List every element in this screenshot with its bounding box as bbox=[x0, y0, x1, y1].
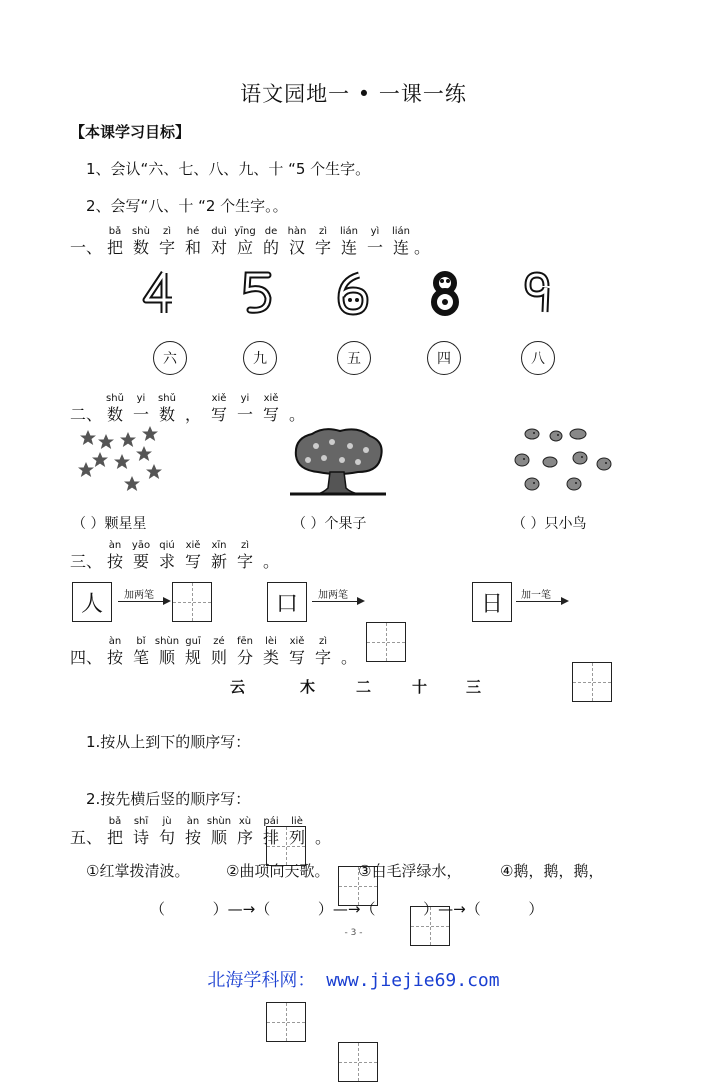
pinyin-text bbox=[310, 816, 336, 828]
pinyin-word bbox=[258, 816, 284, 848]
section-1-heading bbox=[70, 226, 430, 258]
pinyin-word bbox=[336, 636, 362, 668]
base-char-1: 人 bbox=[72, 582, 112, 622]
digit-4-image bbox=[142, 270, 178, 316]
pinyin-text: shùn bbox=[154, 636, 180, 647]
hanzi-text: 字 bbox=[236, 552, 253, 571]
pinyin-word bbox=[284, 393, 310, 425]
hanzi-text: 新 bbox=[210, 552, 227, 571]
hanzi-text: 字 bbox=[314, 648, 331, 667]
poem-line-1: ①红掌拨清波。 bbox=[86, 862, 190, 880]
section-5-heading bbox=[70, 816, 336, 848]
pinyin-text: zì bbox=[162, 226, 172, 237]
pinyin-text: yīng bbox=[234, 226, 256, 237]
order-rule-1: 1.按从上到下的顺序写： bbox=[86, 733, 251, 751]
hanzi-text: 把 bbox=[106, 238, 123, 257]
pinyin-text: xiě bbox=[211, 393, 227, 404]
pinyin-text: bǎ bbox=[108, 226, 122, 237]
pinyin-word bbox=[232, 540, 258, 572]
stroke-char-5: 三 bbox=[466, 678, 482, 696]
char-circle-5[interactable]: 八 bbox=[521, 341, 555, 375]
pinyin-word bbox=[232, 393, 258, 425]
pinyin-text: duì bbox=[211, 226, 227, 237]
pinyin-text: shù bbox=[132, 226, 150, 237]
section-1-prefix: 一、 bbox=[70, 238, 103, 257]
hanzi-text: 一 bbox=[132, 405, 149, 424]
stars-image bbox=[76, 426, 176, 502]
order-grid-2b[interactable] bbox=[338, 1042, 378, 1082]
pinyin-word bbox=[154, 393, 180, 425]
pinyin-word bbox=[128, 226, 154, 258]
pinyin-text: pái bbox=[263, 816, 279, 827]
pinyin-text bbox=[180, 393, 206, 405]
digit-8-image bbox=[427, 270, 463, 316]
hanzi-text: 一 bbox=[366, 238, 383, 257]
order-grid-2a[interactable] bbox=[266, 1002, 306, 1042]
hanzi-text: 排 bbox=[262, 828, 279, 847]
hanzi-text: 一 bbox=[236, 405, 253, 424]
section-2-prefix: 二、 bbox=[70, 405, 103, 424]
blank-stars[interactable]: （ ）颗星星 bbox=[72, 516, 147, 532]
pinyin-text: zé bbox=[213, 636, 225, 647]
pinyin-text: bǎ bbox=[108, 816, 122, 827]
pinyin-word bbox=[310, 636, 336, 668]
section-3-prefix: 三、 bbox=[70, 552, 103, 571]
pinyin-text: xiě bbox=[289, 636, 305, 647]
poem-line-3: ③白毛浮绿水， bbox=[358, 862, 462, 880]
arrow-3-head-icon bbox=[561, 597, 569, 605]
order-answer-blanks[interactable]: （ ）—→（ ）—→（ ）—→（ ） bbox=[150, 900, 544, 918]
char-circle-4[interactable]: 四 bbox=[427, 341, 461, 375]
hanzi-text: 写 bbox=[184, 552, 201, 571]
pinyin-word bbox=[102, 636, 128, 668]
pinyin-word bbox=[232, 816, 258, 848]
pinyin-text: hé bbox=[186, 226, 200, 237]
pinyin-word bbox=[128, 393, 154, 425]
pinyin-word bbox=[154, 816, 180, 848]
pinyin-word bbox=[206, 816, 232, 848]
pinyin-text: lèi bbox=[265, 636, 277, 647]
pinyin-word bbox=[258, 540, 284, 572]
stroke-char-3: 二 bbox=[356, 678, 372, 696]
section-4-prefix: 四、 bbox=[70, 648, 103, 667]
pinyin-text: fēn bbox=[236, 636, 253, 647]
pinyin-text: jù bbox=[162, 816, 172, 827]
pinyin-text: xiě bbox=[185, 540, 201, 551]
pinyin-word bbox=[284, 226, 310, 258]
pinyin-word bbox=[258, 226, 284, 258]
pinyin-word bbox=[154, 226, 180, 258]
pinyin-word bbox=[336, 226, 362, 258]
digit-6-image bbox=[333, 270, 373, 316]
pinyin-text: yì bbox=[370, 226, 380, 237]
pinyin-word bbox=[154, 540, 180, 572]
char-circle-3[interactable]: 五 bbox=[337, 341, 371, 375]
section-2-heading bbox=[70, 393, 310, 425]
arrow-2-head-icon bbox=[357, 597, 365, 605]
section-5-prefix: 五、 bbox=[70, 828, 103, 847]
pinyin-text: yāo bbox=[131, 540, 151, 551]
poem-line-2: ②曲项向天歌。 bbox=[226, 862, 330, 880]
pinyin-word bbox=[180, 540, 206, 572]
pinyin-word bbox=[310, 226, 336, 258]
rule-label-3: 加一笔 bbox=[521, 590, 551, 601]
pinyin-text: zì bbox=[318, 636, 328, 647]
fruit-tree-image bbox=[288, 426, 388, 502]
page-title: 语文园地一 • 一课一练 bbox=[240, 82, 467, 106]
pinyin-word bbox=[180, 226, 206, 258]
pinyin-word bbox=[102, 540, 128, 572]
base-char-3: 日 bbox=[472, 582, 512, 622]
write-grid-1[interactable] bbox=[172, 582, 212, 622]
pinyin-text: àn bbox=[186, 816, 200, 827]
hanzi-text: 。 bbox=[340, 648, 357, 667]
pinyin-word bbox=[206, 540, 232, 572]
pinyin-word bbox=[284, 816, 310, 848]
hanzi-text: 。 bbox=[314, 828, 331, 847]
hanzi-text: 应 bbox=[236, 238, 253, 257]
hanzi-text: 。 bbox=[262, 552, 279, 571]
pinyin-text: lián bbox=[339, 226, 359, 237]
hanzi-text: 按 bbox=[184, 828, 201, 847]
pinyin-word bbox=[232, 226, 258, 258]
hanzi-text: 写 bbox=[288, 648, 305, 667]
hanzi-text: 连 bbox=[392, 238, 409, 257]
hanzi-text: 求 bbox=[158, 552, 175, 571]
hanzi-text: 数 bbox=[132, 238, 149, 257]
hanzi-text: 规 bbox=[184, 648, 201, 667]
pinyin-word bbox=[284, 636, 310, 668]
hanzi-text: 写 bbox=[262, 405, 279, 424]
hanzi-text: 则 bbox=[210, 648, 227, 667]
digit-9-image bbox=[520, 270, 556, 316]
hanzi-text: 数 bbox=[106, 405, 123, 424]
pinyin-text bbox=[284, 393, 310, 405]
section-1-tail: 。 bbox=[414, 238, 431, 257]
hanzi-text: 顺 bbox=[158, 648, 175, 667]
stroke-char-4: 十 bbox=[412, 678, 428, 696]
order-rule-2: 2.按先横后竖的顺序写： bbox=[86, 790, 251, 808]
hanzi-text: 按 bbox=[106, 552, 123, 571]
pinyin-text: àn bbox=[108, 636, 122, 647]
hanzi-text: 字 bbox=[314, 238, 331, 257]
pinyin-text: xiě bbox=[263, 393, 279, 404]
pinyin-text: shǔ bbox=[106, 393, 124, 404]
base-char-2: 口 bbox=[267, 582, 307, 622]
pinyin-word bbox=[362, 226, 388, 258]
pinyin-text: liè bbox=[291, 816, 303, 827]
hanzi-text: 对 bbox=[210, 238, 227, 257]
pinyin-text: àn bbox=[108, 540, 122, 551]
hanzi-text: 的 bbox=[262, 238, 279, 257]
hanzi-text: 写 bbox=[210, 405, 227, 424]
hanzi-text: ， bbox=[184, 405, 201, 424]
hanzi-text: 诗 bbox=[132, 828, 149, 847]
pinyin-text: yi bbox=[240, 393, 250, 404]
arrow-1-head-icon bbox=[163, 597, 171, 605]
section-4-heading bbox=[70, 636, 362, 668]
poem-line-4: ④鹅，鹅，鹅， bbox=[500, 862, 604, 880]
arrow-2-line bbox=[312, 601, 358, 602]
goals-heading: 【本课学习目标】 bbox=[70, 123, 191, 141]
arrow-3-line bbox=[516, 601, 562, 602]
pinyin-word bbox=[180, 816, 206, 848]
goal-item-2: 2、会写“八、十 “2 个生字。。 bbox=[86, 197, 288, 215]
pinyin-text: yi bbox=[136, 393, 146, 404]
hanzi-text: 分 bbox=[236, 648, 253, 667]
footer-watermark: 北海学科网： www.jiejie69.com bbox=[207, 970, 500, 991]
hanzi-text: 按 bbox=[106, 648, 123, 667]
pinyin-word bbox=[310, 816, 336, 848]
pinyin-word bbox=[180, 393, 206, 425]
hanzi-text: 列 bbox=[288, 828, 305, 847]
pinyin-text: hàn bbox=[287, 226, 307, 237]
char-circle-1[interactable]: 六 bbox=[153, 341, 187, 375]
pinyin-text: shī bbox=[133, 816, 149, 827]
pinyin-text: shǔ bbox=[158, 393, 176, 404]
hanzi-text: 把 bbox=[106, 828, 123, 847]
rule-label-1: 加两笔 bbox=[124, 590, 154, 601]
hanzi-text: 序 bbox=[236, 828, 253, 847]
hanzi-text: 和 bbox=[184, 238, 201, 257]
hanzi-text: 汉 bbox=[288, 238, 305, 257]
hanzi-text: 笔 bbox=[132, 648, 149, 667]
pinyin-text: qiú bbox=[159, 540, 175, 551]
hanzi-text: 类 bbox=[262, 648, 279, 667]
blank-birds[interactable]: （ ）只小鸟 bbox=[512, 516, 587, 532]
pinyin-text: xīn bbox=[211, 540, 227, 551]
hanzi-text: 。 bbox=[288, 405, 305, 424]
pinyin-text: bǐ bbox=[136, 636, 146, 647]
blank-fruits[interactable]: （ ）个果子 bbox=[292, 516, 367, 532]
hanzi-text: 要 bbox=[132, 552, 149, 571]
write-grid-2[interactable] bbox=[366, 622, 406, 662]
pinyin-word bbox=[206, 636, 232, 668]
pinyin-text: zì bbox=[240, 540, 250, 551]
pinyin-word bbox=[102, 226, 128, 258]
hanzi-text: 句 bbox=[158, 828, 175, 847]
pinyin-text bbox=[258, 540, 284, 552]
section-3-heading bbox=[70, 540, 284, 572]
pinyin-word bbox=[206, 226, 232, 258]
stroke-char-1: 云 bbox=[230, 678, 246, 696]
rule-label-2: 加两笔 bbox=[318, 590, 348, 601]
pinyin-word bbox=[388, 226, 414, 258]
arrow-1-line bbox=[118, 601, 164, 602]
char-circle-2[interactable]: 九 bbox=[243, 341, 277, 375]
pinyin-word bbox=[128, 540, 154, 572]
pinyin-text bbox=[336, 636, 362, 648]
birds-image bbox=[510, 424, 616, 504]
pinyin-text: de bbox=[264, 226, 278, 237]
pinyin-word bbox=[128, 636, 154, 668]
pinyin-text: zì bbox=[318, 226, 328, 237]
hanzi-text: 字 bbox=[158, 238, 175, 257]
pinyin-word bbox=[128, 816, 154, 848]
stroke-char-2: 木 bbox=[300, 678, 316, 696]
pinyin-word bbox=[102, 393, 128, 425]
pinyin-word bbox=[258, 636, 284, 668]
page-number: - 3 - bbox=[344, 928, 363, 938]
pinyin-text: xù bbox=[238, 816, 252, 827]
goal-item-1: 1、会认“六、七、八、九、十 “5 个生字。 bbox=[86, 160, 371, 178]
pinyin-text: shùn bbox=[206, 816, 232, 827]
pinyin-text: lián bbox=[391, 226, 411, 237]
hanzi-text: 数 bbox=[158, 405, 175, 424]
write-grid-3[interactable] bbox=[572, 662, 612, 702]
pinyin-text: guī bbox=[185, 636, 201, 647]
pinyin-word bbox=[180, 636, 206, 668]
pinyin-word bbox=[206, 393, 232, 425]
hanzi-text: 连 bbox=[340, 238, 357, 257]
pinyin-word bbox=[154, 636, 180, 668]
digit-5-image bbox=[240, 270, 276, 316]
pinyin-word bbox=[258, 393, 284, 425]
hanzi-text: 顺 bbox=[210, 828, 227, 847]
pinyin-word bbox=[102, 816, 128, 848]
pinyin-word bbox=[232, 636, 258, 668]
